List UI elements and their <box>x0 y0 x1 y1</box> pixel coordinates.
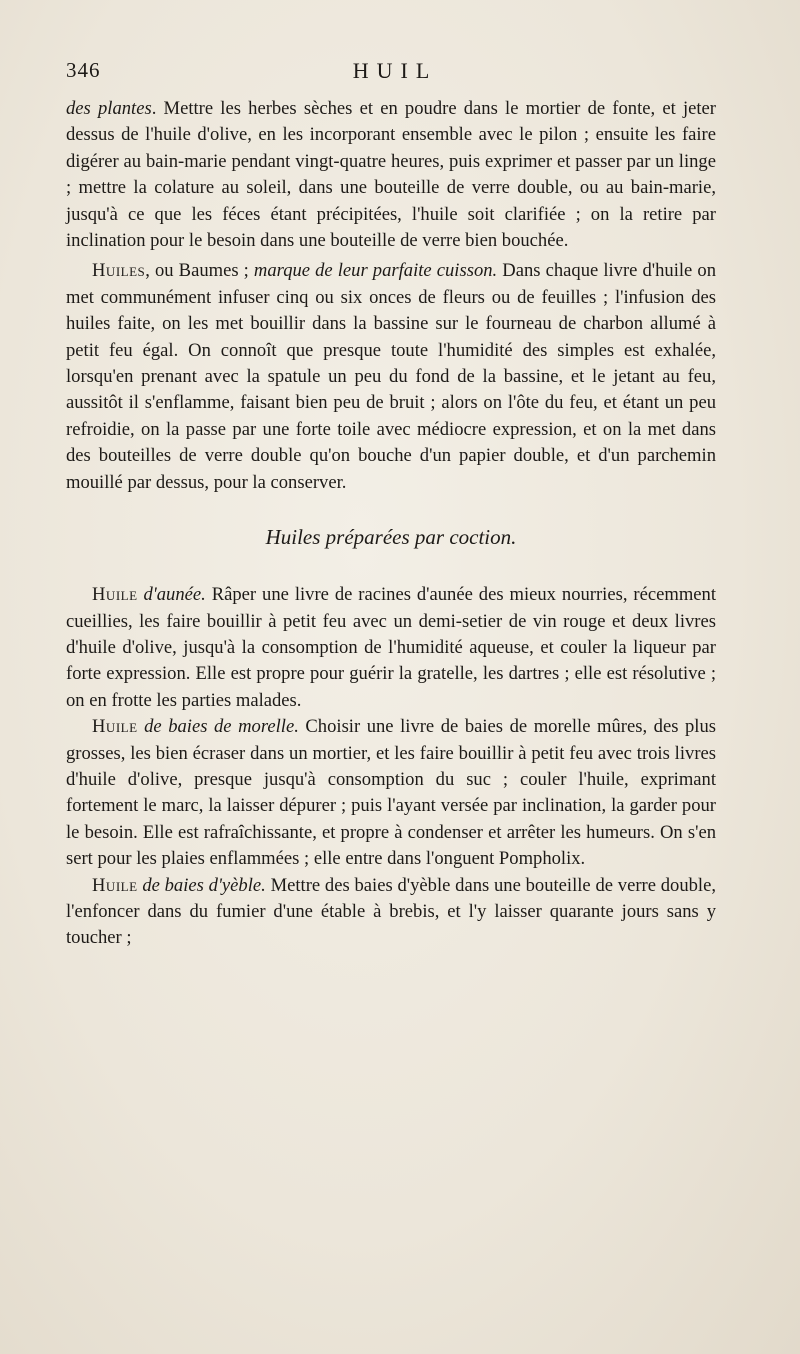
page-number: 346 <box>66 58 101 82</box>
entry-connector: , ou Baumes ; <box>145 260 254 282</box>
text-block <box>66 58 716 952</box>
paragraph-morelle <box>66 714 716 872</box>
paragraph-text: . Mettre les herbes sèches et en poudre dans le mortier de fonte, et jeter dessus de l'huile d'olive, en les incorporant ensemble avec le pilon ; ensuite les faire digérer au bain-marie pendant vingt-quatre heures, puis exprimer et passer par un linge ; mettre la colature au soleil, dans une bouteille de verre double, ou au bain-marie, jusqu'à ce que les féces étant précipitées, l'huile soit clarifiée ; on la retire par inclination pour le besoin dans une bouteille de verre bien bouchée. <box>66 98 716 252</box>
italic-lead: des plantes <box>66 98 152 119</box>
entry-title: de baies d'yèble. <box>142 874 266 896</box>
paragraph-text: Râper une livre de racines d'aunée des mieux nourries, récemment cueillies, les faire bouillir à petit feu avec un demi-setier de vin rouge et deux livres d'huile d'olive, jusqu'à la consomption de l'humidité aqueuse, et couler la liqueur par forte expression. Elle est propre pour guérir la gratelle, les dartres ; elle est résolutive ; on en frotte les parties malades. <box>66 584 716 711</box>
entry-title: de baies de morelle. <box>144 716 299 738</box>
entry-term: Huiles <box>92 260 146 282</box>
page-header <box>66 58 716 92</box>
paragraph-aunee <box>66 582 716 714</box>
paragraph-plantes <box>66 96 716 254</box>
section-title: Huiles préparées par coction. <box>265 525 517 550</box>
paragraph-text: Dans chaque livre d'huile on met communément infuser cinq ou six onces de fleurs ou de feuilles ; l'infusion des huiles faite, on les met bouillir dans la bassine sur le fourneau de charbon allumé à petit feu égal. On connoît que presque toute l'humidité des simples est exhalée, lorsqu'en prenant avec la spatule un peu du fond de la bassine, et le jetant au feu, aussitôt il s'enflamme, faisant bien peu de bruit ; alors on l'ôte du feu, et étant un peu refroidie, on la passe par une forte toile avec médiocre expression, et on la met dans des bouteilles de verre double qu'on bouche d'un papier double, et d'un parchemin mouillé par dessus, pour la conserver. <box>66 260 716 493</box>
entry-term: Huile <box>92 874 138 896</box>
paragraph-baumes <box>66 258 716 496</box>
paragraph-text: Mettre des baies d'yèble dans une bouteille de verre double, l'enfoncer dans du fumier d'une étable à brebis, et l'y laisser quarante jours sans y toucher ; <box>66 874 716 949</box>
entry-title: d'aunée. <box>143 584 206 606</box>
entry-term: Huile <box>92 716 138 738</box>
entry-title: marque de leur parfaite cuisson. <box>253 260 498 282</box>
running-head: HUIL <box>352 58 438 83</box>
paragraph-text: Choisir une livre de baies de morelle mûres, des plus grosses, les bien écraser dans un mortier, et les faire bouillir à petit feu avec trois livres d'huile d'olive, presque jusqu'à consomption du suc ; couler l'huile, exprimant fortement le marc, la laisser dépurer ; puis l'ayant versée par inclination, la garder pour le besoin. Elle est rafraîchissante, et propre à condenser et arrêter les humeurs. On s'en sert pour les plaies enflammées ; elle entre dans l'onguent Pompholix. <box>66 716 716 870</box>
paragraph-yeble <box>66 873 716 952</box>
entry-term: Huile <box>92 584 138 606</box>
